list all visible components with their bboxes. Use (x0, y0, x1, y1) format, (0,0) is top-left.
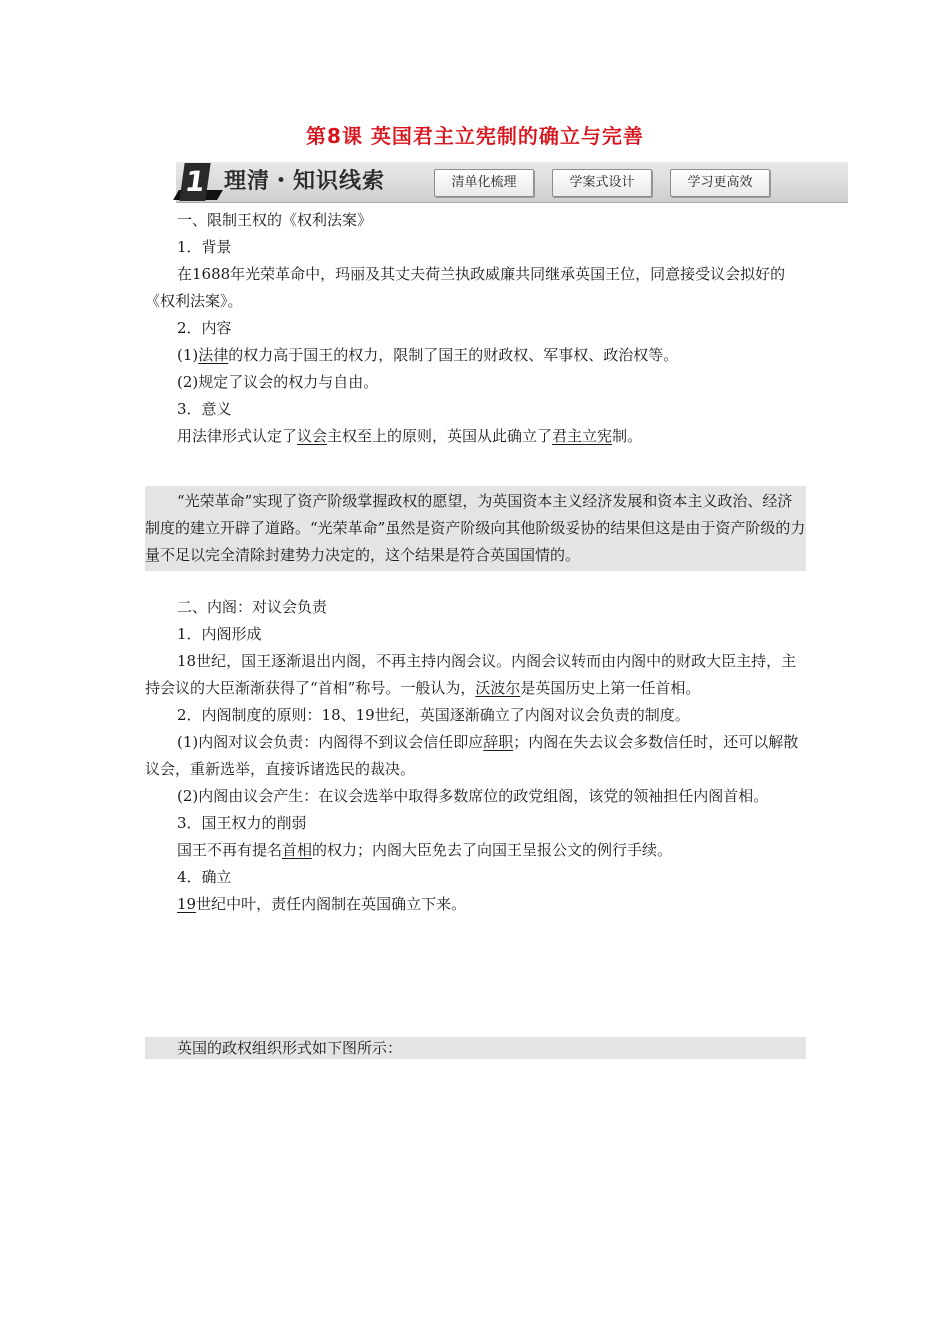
banner-number: 1 (179, 163, 210, 201)
content-item-1: (1)法律的权力高于国王的权力，限制了国王的财政权、军事权、政治权等。 (177, 346, 679, 364)
content-item-2: (2)规定了议会的权力与自由。 (177, 373, 379, 391)
establishment-title: 4．确立 (177, 868, 232, 886)
background-title: 1．背景 (177, 238, 232, 256)
weakening-text: 国王不再有提名首相的权力；内阁大臣免去了向国王呈报公文的例行手续。 (177, 841, 673, 859)
formation-text: 18世纪，国王逐渐退出内阁，不再主持内阁会议。内阁会议转而由内阁中的财政大臣主持，主持会议的大臣渐渐获得了“首相”称号。一般认为，沃波尔是英国历史上第一任首相。 (145, 652, 797, 697)
significance-title: 3．意义 (177, 400, 232, 418)
principle-title: 2．内阁制度的原则：18、19世纪，英国逐渐确立了内阁对议会负责的制度。 (177, 706, 690, 724)
section-1 (145, 207, 806, 450)
lesson-title: 第8课 英国君主立宪制的确立与完善 (306, 124, 644, 148)
background-text: 在1688年光荣革命中，玛丽及其丈夫荷兰执政威廉共同继承英国王位，同意接受议会拟好的《权利法案》。 (145, 265, 786, 310)
formation-title: 1．内阁形成 (177, 625, 262, 643)
establishment-text: 19世纪中叶，责任内阁制在英国确立下来。 (177, 895, 467, 913)
section-banner (176, 162, 848, 203)
underline-resign: 辞职 (483, 733, 514, 751)
checklist-button[interactable]: 清单化梳理 (434, 169, 534, 197)
note-political-form: 英国的政权组织形式如下图所示： (145, 1037, 806, 1059)
note-glorious-revolution: “光荣革命”实现了资产阶级掌握政权的愿望，为英国资本主义经济发展和资本主义政治、经济制度的建立开辟了道路。“光荣革命”虽然是资产阶级向其他阶级妥协的结果但这是由于资产阶级的力量不足以完全清除封建势力决定的，这个结果是符合英国国情的。 (145, 486, 806, 571)
section-2-heading: 二、内阁：对议会负责 (177, 598, 328, 616)
underline-parliament: 议会 (297, 427, 328, 445)
underline-law: 法律 (198, 346, 229, 364)
study-design-button[interactable]: 学案式设计 (552, 169, 652, 197)
principle-item-2: (2)内阁由议会产生：在议会选举中取得多数席位的政党组阁，该党的领袖担任内阁首相。 (177, 787, 769, 805)
banner-heading: 理清・知识线索 (224, 169, 386, 194)
principle-item-1: (1)内阁对议会负责：内阁得不到议会信任即应辞职；内阁在失去议会多数信任时，还可以解散议会，重新选举，直接诉诸选民的裁决。 (145, 733, 799, 778)
significance-text: 用法律形式认定了议会主权至上的原则，英国从此确立了君主立宪制。 (177, 427, 643, 445)
efficient-learning-button[interactable]: 学习更高效 (670, 169, 770, 197)
underline-19: 19 (177, 895, 197, 913)
weakening-title: 3．国王权力的削弱 (177, 814, 307, 832)
underline-walpole: 沃波尔 (475, 679, 521, 697)
underline-constitutional-monarchy: 君主立宪 (552, 427, 613, 445)
section-1-heading: 一、限制王权的《权利法案》 (177, 211, 373, 229)
section-2 (145, 594, 806, 918)
content-title: 2．内容 (177, 319, 232, 337)
underline-prime-minister: 首相 (282, 841, 313, 859)
